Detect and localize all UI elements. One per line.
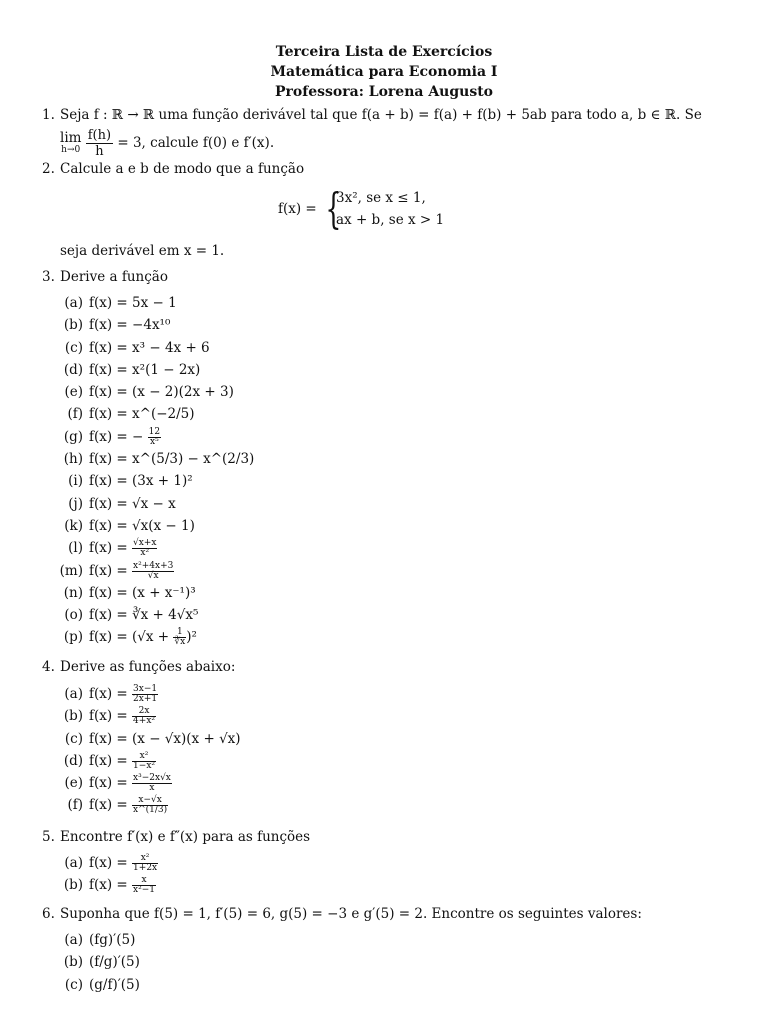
exercise-number: 4. <box>42 659 55 675</box>
fraction-denominator: √x <box>147 570 159 581</box>
fraction <box>132 774 172 793</box>
fraction <box>132 685 158 704</box>
item-label: (l) <box>68 540 83 557</box>
item-expression-tail: )² <box>186 629 197 646</box>
item-label: (a) <box>64 295 83 311</box>
fraction-denominator: x²−1 <box>133 885 155 896</box>
exercise-4 <box>42 656 732 678</box>
exercise-number: 5. <box>42 829 55 845</box>
list-item <box>59 515 254 537</box>
list-item <box>59 560 254 582</box>
document-page: Terceira Lista de Exercícios Matemática para Economia I Professora: Lorena Augusto 1. Seja f : ℝ → ℝ uma função derivável tal que f(a + b) = f(a) + f(b) + 5ab para todo a, b ∈ ℝ. Se lim h→0 $\frac{f(h)}{h}$ = 3, calcule f(0) e f′(x). 2. Calcule a e b de modo que a função f(x) = { 3x², se x ≤ 1, ax + b, se x > 1 seja derivável em x = 1. 3. Derive a função (a) f(x) = 5x − 1 (b) f(x) = −4x¹⁰ (c) f(x) = x³ − 4x + 6 (d) f(x) = x²(1 − 2x) (e) f(x) = (x − 2)(2x + 3) (f) f(x) = x^(−2/5) (g) f(x) = − $\frac{12}{\text{x⁵}}$ (h) f(x) = x^(5/3) − x^(2/3) (i) f(x) = (3x + 1)² (j) f(x) = √x − x (k) f(x) = √x(x − 1) (l) f(x) = $\frac{√x+x}{\text{x²}}$ (m) f(x) = $\frac{\text{x²+4x+3}}{√x}$ (n) f(x) = (x + x⁻¹)³ (o) f(x) = ∛x + 4√x⁵ (p) f(x) = (√x + $\frac{1}{∛x}$ )² 4. Derive as funções abaixo: (a) f(x) = $\frac{3x-1}{2x+1}$ (b) f(x) = $\frac{2x}{\text{4+x²}}$ (c) f(x) = (x − √x)(x + √x) (d) f(x) = $\frac{\text{x²}}{\text{1−x²}}$ (e) f(x) = $\frac{\text{x³−2x√x}}{x}$ (f) f(x) = $\frac{x-√x}{x\^{}(1/3)}$ 5. Encontre f′(x) e f″(x) para as funções (a) f(x) = $\frac{\text{x²}}{1+2x}$ (b) f(x) = $\frac{x}{\text{x²−1}}$ 6. Suponha que f(5) = 1, f′(5) = 6, g(5) = −3 e g′(5) = 2. Encontre os seguintes valores: (a) (fg)′(5) (b) (f/g)′(5) (c) (g/f)′(5) <box>0 0 768 1024</box>
item-expression: f(x) = x^(5/3) − x^(2/3) <box>89 451 255 468</box>
exercise-6 <box>42 903 732 925</box>
item-expression: (g/f)′(5) <box>89 976 140 993</box>
list-item <box>59 314 254 336</box>
list-item <box>59 470 254 492</box>
item-expression: f(x) = (√x + <box>89 629 170 646</box>
item-expression: f(x) = (3x + 1)² <box>89 473 193 490</box>
item-expression: (fg)′(5) <box>89 932 136 948</box>
fraction-numerator: 1 <box>173 628 186 638</box>
item-expression: (f/g)′(5) <box>89 954 140 971</box>
item-label: (b) <box>63 317 83 334</box>
exercise-4-text: Derive as funções abaixo: <box>60 659 236 675</box>
list-item <box>59 537 254 559</box>
header-professor: Professora: Lorena Augusto <box>274 84 494 100</box>
exercise-number: 1. <box>42 107 55 123</box>
exercise-number: 2. <box>42 161 55 177</box>
list-item <box>59 626 254 648</box>
fraction <box>132 707 156 726</box>
item-label: (b) <box>63 708 83 725</box>
item-expression: f(x) = <box>89 797 128 814</box>
item-expression: f(x) = <box>89 540 128 557</box>
fraction-numerator: x² <box>132 752 156 762</box>
list-item <box>59 493 254 515</box>
exercise-1-tail: = 3, calcule f(0) e f′(x). <box>117 135 275 151</box>
item-expression: f(x) = (x + x⁻¹)³ <box>89 584 196 601</box>
fraction <box>132 796 168 815</box>
exercise-5 <box>42 826 732 848</box>
item-label: (i) <box>68 473 83 490</box>
item-expression: f(x) = x^(−2/5) <box>89 406 195 423</box>
list-item <box>59 359 254 381</box>
list-item <box>59 852 158 874</box>
item-label: (m) <box>59 562 83 579</box>
exercise-3 <box>42 266 732 288</box>
item-label: (p) <box>63 629 83 646</box>
list-item <box>59 381 254 403</box>
list-item <box>59 337 254 359</box>
list-item <box>59 604 254 626</box>
fraction <box>148 428 161 447</box>
item-expression: f(x) = <box>89 562 128 579</box>
item-label: (a) <box>64 932 83 948</box>
item-label: (o) <box>64 607 83 624</box>
fraction-numerator: x²+4x+3 <box>133 560 174 571</box>
list-item <box>59 772 241 794</box>
item-label: (j) <box>68 495 83 512</box>
exercise-4-items <box>59 683 241 817</box>
document-header <box>0 42 768 102</box>
item-expression: f(x) = x²(1 − 2x) <box>89 361 201 378</box>
item-label: (d) <box>63 752 83 769</box>
fraction <box>132 752 156 771</box>
item-expression: f(x) = <box>89 686 128 702</box>
list-item <box>59 929 140 951</box>
fraction-numerator: x <box>132 876 156 886</box>
list-item <box>59 794 241 816</box>
exercise-number: 6. <box>42 906 55 922</box>
fraction-numerator: √x+x <box>133 538 157 549</box>
item-expression: f(x) = (x − √x)(x + √x) <box>89 730 241 747</box>
item-label: (b) <box>63 877 83 894</box>
item-label: (e) <box>64 384 83 401</box>
list-item <box>59 951 140 973</box>
limit-fraction: $\frac{f(h)}{h}$ <box>87 128 112 159</box>
fraction-denominator: 1−x² <box>133 760 155 771</box>
list-item <box>59 683 241 705</box>
brace-symbol: { <box>325 184 342 233</box>
exercise-number: 3. <box>42 269 55 285</box>
item-expression: f(x) = (x − 2)(2x + 3) <box>89 384 234 401</box>
item-label: (c) <box>64 730 83 747</box>
header-title: Terceira Lista de Exercícios <box>275 44 493 60</box>
item-expression: f(x) = <box>89 877 128 894</box>
fraction-denominator: x⁵ <box>150 436 159 447</box>
exercise-2 <box>42 158 732 180</box>
fraction <box>173 628 186 647</box>
fraction-denominator: x <box>149 783 155 794</box>
item-expression: f(x) = <box>89 708 128 725</box>
exercise-6-text: Suponha que f(5) = 1, f′(5) = 6, g(5) = −3 e g′(5) = 2. Encontre os seguintes valores: <box>60 906 642 922</box>
exercise-1-text: Seja f : ℝ → ℝ uma função derivável tal que f(a + b) = f(a) + f(b) + 5ab para todo a, b ∈ ℝ. Se <box>60 107 702 123</box>
item-expression: f(x) = √x(x − 1) <box>89 517 195 534</box>
item-label: (f) <box>67 406 83 423</box>
item-expression: f(x) = x³ − 4x + 6 <box>89 339 210 356</box>
fraction-numerator: 3x−1 <box>133 684 158 694</box>
list-item <box>59 974 140 996</box>
item-label: (h) <box>63 451 83 468</box>
fraction <box>132 854 158 873</box>
list-item <box>59 728 241 750</box>
fraction-numerator: x³−2x√x <box>133 773 171 784</box>
item-expression: f(x) = <box>89 775 128 792</box>
limit: lim h→0 <box>60 129 82 155</box>
item-label: (a) <box>64 686 83 702</box>
exercise-3-text: Derive a função <box>60 269 168 285</box>
exercise-6-items <box>59 929 140 996</box>
case-1: 3x², se x ≤ 1, <box>336 190 426 206</box>
fraction-numerator: 12 <box>148 426 161 437</box>
item-label: (a) <box>64 855 83 871</box>
exercise-1 <box>42 104 732 159</box>
list-item <box>59 448 254 470</box>
item-label: (k) <box>64 517 83 534</box>
item-label: (e) <box>64 775 83 792</box>
item-expression: f(x) = − <box>89 428 144 445</box>
list-item <box>59 292 254 314</box>
exercise-5-items <box>59 852 158 897</box>
item-label: (d) <box>63 361 83 378</box>
item-expression: f(x) = √x − x <box>89 495 176 512</box>
list-item <box>59 582 254 604</box>
fraction <box>132 539 157 558</box>
item-expression: f(x) = −4x¹⁰ <box>89 317 171 334</box>
item-label: (f) <box>67 797 83 814</box>
fraction <box>132 876 156 895</box>
fraction-denominator: ∛x <box>174 637 186 648</box>
item-label: (c) <box>64 976 83 993</box>
exercise-2-after: seja derivável em x = 1. <box>60 243 225 259</box>
fraction-numerator: x² <box>132 854 158 864</box>
header-course: Matemática para Economia I <box>270 64 498 80</box>
item-expression: f(x) = <box>89 855 128 871</box>
exercise-2-text: Calcule a e b de modo que a função <box>60 161 305 177</box>
list-item <box>59 874 158 896</box>
fraction-numerator: x−√x <box>132 796 168 806</box>
fraction-denominator: 4+x² <box>133 716 155 727</box>
exercise-3-items <box>59 292 254 649</box>
list-item <box>59 426 254 448</box>
list-item <box>59 750 241 772</box>
item-expression: f(x) = ∛x + 4√x⁵ <box>89 607 199 624</box>
list-item <box>59 705 241 727</box>
fraction-denominator: x² <box>140 548 150 559</box>
item-label: (c) <box>64 339 83 356</box>
item-label: (g) <box>63 428 83 445</box>
item-label: (b) <box>63 954 83 971</box>
fraction-numerator: 2x <box>132 707 156 717</box>
item-label: (n) <box>63 584 83 601</box>
item-expression: f(x) = <box>89 752 128 769</box>
list-item <box>59 403 254 425</box>
exercise-5-text: Encontre f′(x) e f″(x) para as funções <box>60 829 311 845</box>
case-2: ax + b, se x > 1 <box>336 212 445 228</box>
fraction-denominator: 2x+1 <box>133 694 158 704</box>
fraction-denominator: x^(1/3) <box>133 805 168 816</box>
item-expression: f(x) = 5x − 1 <box>89 295 177 311</box>
fraction-denominator: 1+2x <box>133 863 158 873</box>
fraction <box>132 562 174 581</box>
